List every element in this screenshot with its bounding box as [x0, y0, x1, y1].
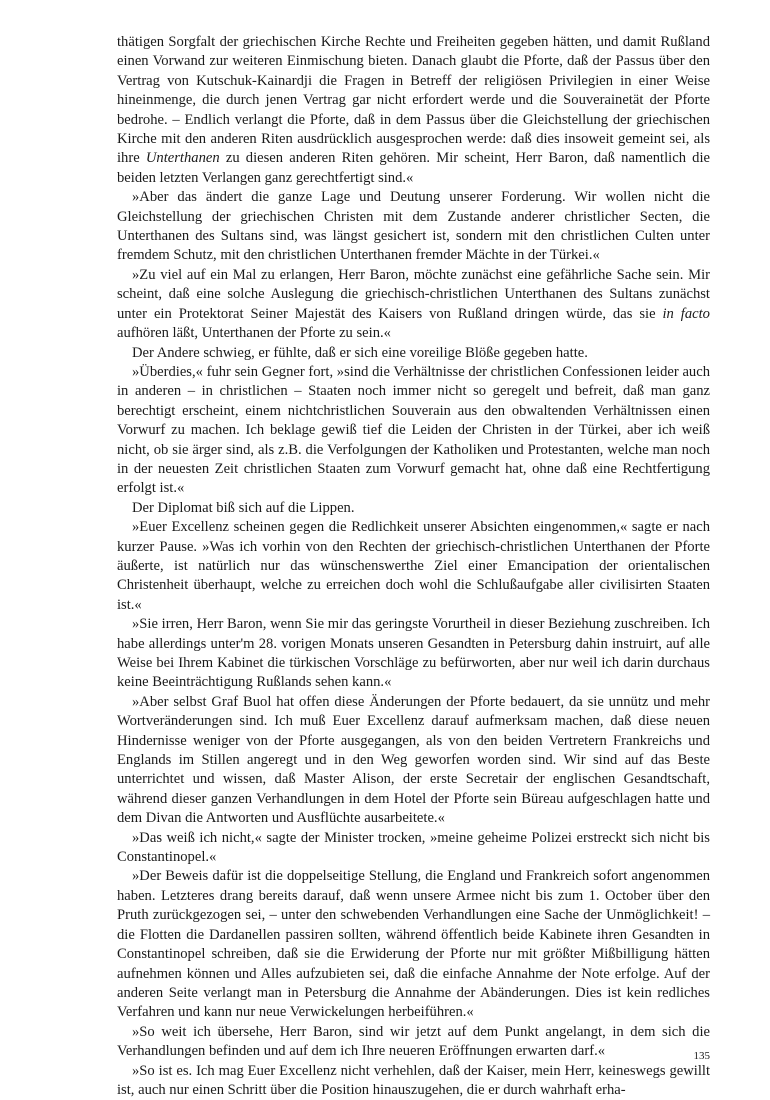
emphasis: Unterthanen [145, 150, 220, 167]
paragraph: »Zu viel auf ein Mal zu erlangen, Herr Baron, möchte zunächst eine gefährliche Sache sein. Mir scheint, daß eine solche Auslegung die griechisch-christlichen Unterthanen des Sultans zunächst unter ein Protektorat Seiner Majestät des Kaisers von Rußland dringen würde, das sie in facto aufhören läßt, Unterthanen der Pforte zu sein.« [117, 266, 710, 342]
paragraph: »So ist es. Ich mag Euer Excellenz nicht verhehlen, daß der Kaiser, mein Herr, keineswegs gewillt ist, auch nur einen Schritt über die Position hinauszugehen, die er durch wahrhaft erha- [117, 1062, 710, 1098]
paragraph: »Aber das ändert die ganze Lage und Deutung unserer Forderung. Wir wollen nicht die Gleichstellung der griechischen Christen mit dem Zustande anderer christlicher Secten, die Unterthanen des Sultans sind, was längst gesichert ist, sondern mit den christlichen Culten unter fremdem Schutz, mit den christlichen Unterthanen fremder Mächte in der Türkei.« [117, 189, 710, 264]
paragraph: Der Andere schwieg, er fühlte, daß er sich eine voreilige Blöße gegeben hatte. [132, 344, 588, 361]
page-number: 135 [693, 1050, 710, 1062]
paragraph: Der Diplomat biß sich auf die Lippen. [132, 499, 355, 516]
paragraph: »Das weiß ich nicht,« sagte der Minister trocken, »meine geheime Polizei erstreckt sich nicht bis Constantinopel.« [117, 829, 710, 866]
paragraph: »Überdies,« fuhr sein Gegner fort, »sind die Verhältnisse der christlichen Confessionen leider auch in anderen – in christlichen – Staaten noch immer nicht so geregelt und befreit, daß man ganz berechtigt erscheint, einem nichtchristlichen Souverain aus den obwaltenden Verhältnissen einen Vorwurf zu machen. Ich beklage gewiß tief die Leiden der Christen in der Türkei, aber ich weiß nicht, ob sie ärger sind, als z.B. die Verfolgungen der Katholiken und Protestanten, welche man noch in der neuesten Zeit christlichen Staaten zum Vorwurf gemacht hat, ohne daß eine Rechtfertigung erfolgt ist.« [117, 363, 710, 497]
paragraph: »Sie irren, Herr Baron, wenn Sie mir das geringste Vorurtheil in dieser Beziehung zuschreiben. Ich habe allerdings unter'm 28. vorigen Monats unseren Gesandten in Petersburg dahin instruirt, auf alle Weise bei Ihrem Kabinet die türkischen Vorschläge zu befürworten, aber nur weil ich darin durchaus keine Beeinträchtigung Rußlands sehen kann.« [117, 616, 710, 691]
paragraph: thätigen Sorgfalt der griechischen Kirche Rechte und Freiheiten gegeben hätten, und damit Rußland einen Vorwand zur weiteren Einmischung bieten. Danach glaubt die Pforte, daß der Passus über den Vertrag von Kutschuk-Kainardji die Fragen in Betreff der religiösen Privilegien in einer Weise hineinmenge, die durch jenen Vertrag gar nicht erfordert werde und die Souverainetät der Pforte bedrohe. – Endlich verlangt die Pforte, daß in dem Passus über die Gleichstellung der griechischen Kirche mit den anderen Riten ausdrücklich ausgesprochen werde: daß dies insoweit gemeint sei, als ihre Unterthanen zu diesen anderen Riten gehören. Mir scheint, Herr Baron, daß namentlich die beiden letzten Verlangen ganz gerechtfertigt sind.« [117, 34, 710, 186]
paragraph: »Euer Excellenz scheinen gegen die Redlichkeit unserer Absichten eingenommen,« sagte er nach kurzer Pause. »Was ich vorhin von den Rechten der griechisch-christlichen Unterthanen der Pforte äußerte, ist natürlich nur das wünschenswerthe Ziel einer Emancipation der orientalischen Christenheit überhaupt, welche zu erreichen doch wohl die Schlußaufgabe aller civilisirten Staaten ist.« [117, 519, 710, 613]
paragraph: »So weit ich übersehe, Herr Baron, sind wir jetzt auf dem Punkt angelangt, in dem sich die Verhandlungen befinden und auf dem ich Ihre neueren Eröffnungen erwarten darf.« [117, 1023, 710, 1060]
paragraph: »Aber selbst Graf Buol hat offen diese Änderungen der Pforte bedauert, da sie unnütz und mehr Wortveränderungen sind. Ich muß Euer Excellenz darauf aufmerksam machen, daß diese neuen Hindernisse weniger von der Pforte ausgegangen, als von den beiden Vertretern Frankreichs und Englands im Stillen angeregt und in den Weg geworfen worden sind. Wir sind auf das Beste unterrichtet und wissen, daß Master Alison, der erste Secretair der englischen Gesandtschaft, während dieser ganzen Verhandlungen in dem Hotel der Pforte sein Büreau aufgeschlagen hatte und dem Divan die Antworten und Ausflüchte ausarbeitete.« [117, 693, 710, 827]
paragraph: »Der Beweis dafür ist die doppelseitige Stellung, die England und Frankreich sofort angenommen haben. Letzteres drang bereits darauf, daß wenn unsere Armee nicht bis zum 1. October über den Pruth zurückgezogen sei, – unter den schwebenden Verhandlungen eine Sache der Unmöglichkeit! – die Flotten die Dardanellen passiren sollten, während öffentlich beide Kabinete ihren Gesandten in Constantinopel schreiben, daß sie die Erwiderung der Pforte nur mit größter Mißbilligung hätten aufnehmen können und Alles aufzubieten sei, daß die einfache Annahme der Note erfolge. Auf der anderen Seite verlangt man in Petersburg die Annahme der Abänderungen. Dies ist kein redliches Verfahren und kann nur neue Verwickelungen herbeiführen.« [117, 868, 710, 1021]
body-text [117, 33, 710, 1100]
emphasis: in facto [662, 305, 710, 322]
